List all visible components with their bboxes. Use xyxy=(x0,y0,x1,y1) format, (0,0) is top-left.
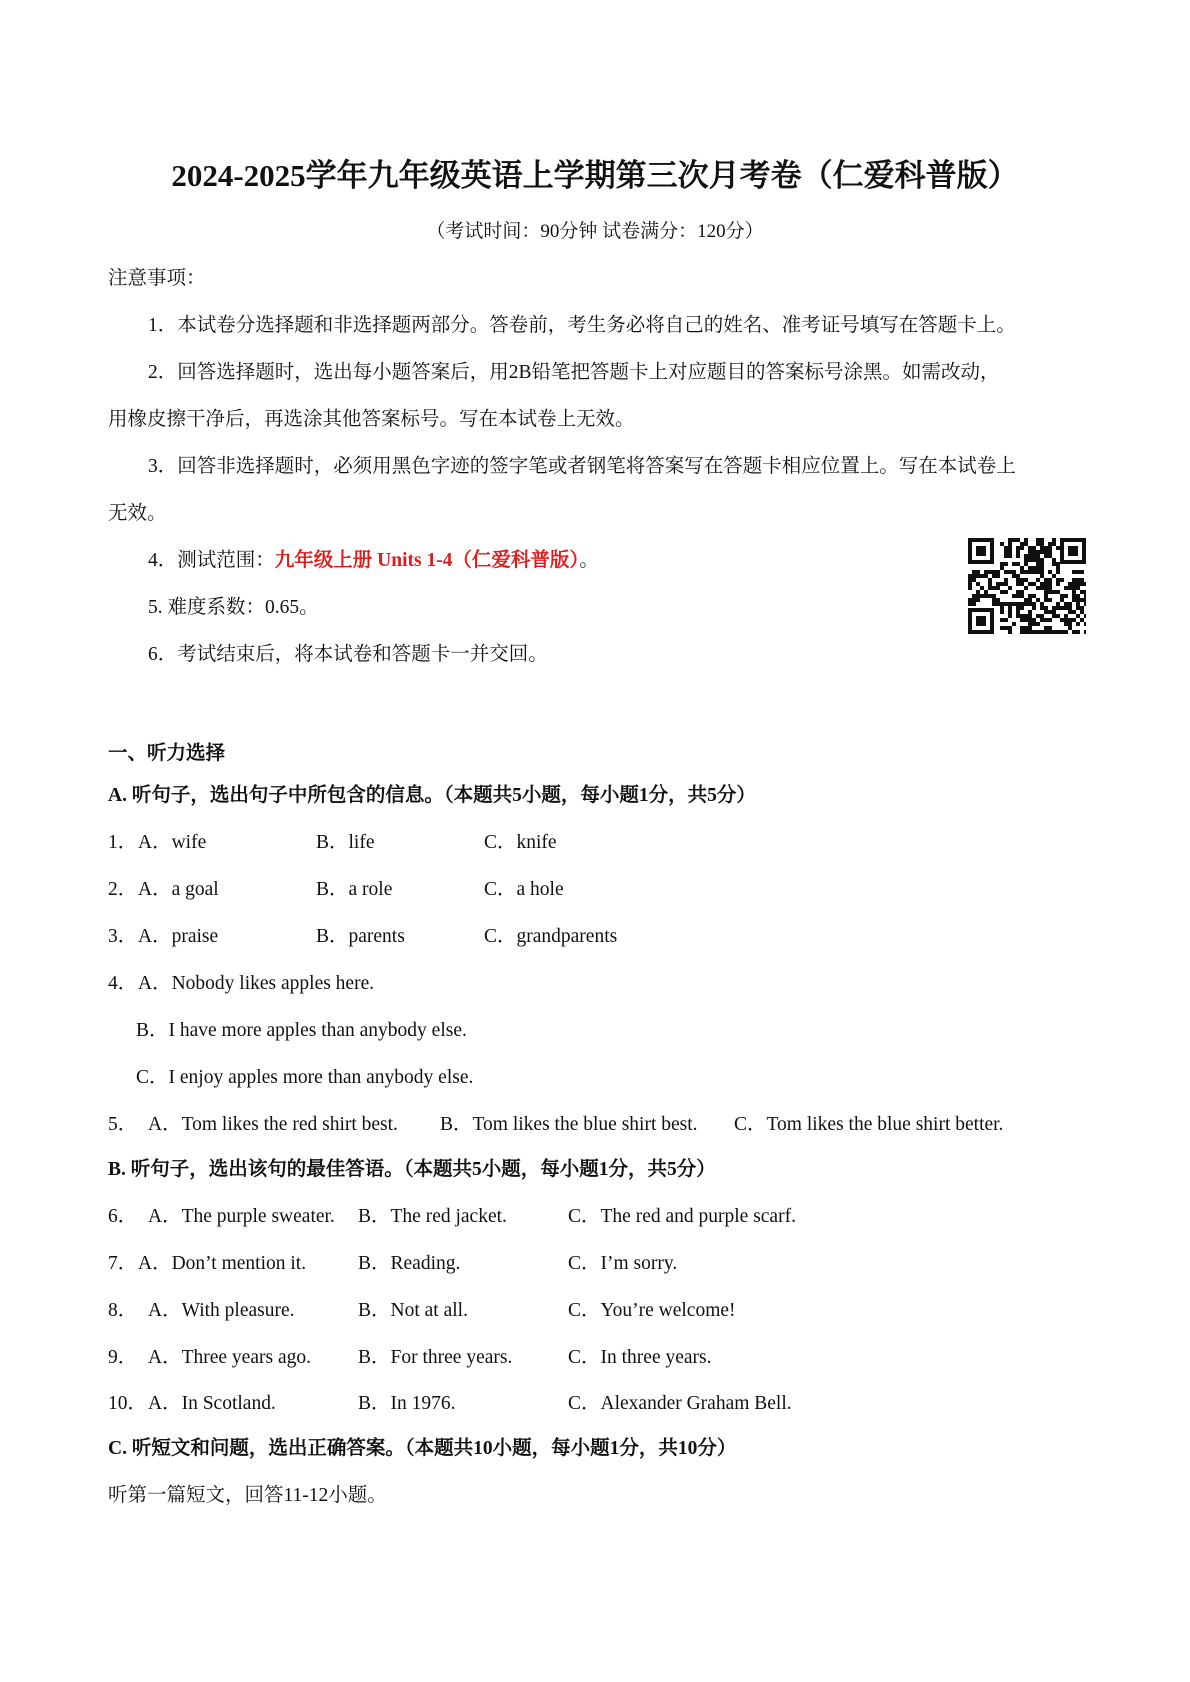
q4-number: 4． xyxy=(108,973,138,994)
q2-option-c: C．a hole xyxy=(484,879,564,900)
q1-option-b: B．life xyxy=(316,832,375,853)
q10-option-c: C．Alexander Graham Bell. xyxy=(568,1393,792,1414)
notice-item-1: 1．本试卷分选择题和非选择题两部分。答卷前，考生务必将自己的姓名、准考证号填写在答题卡上。 xyxy=(148,315,1016,336)
q4-option-b: B．I have more apples than anybody else. xyxy=(136,1020,467,1041)
q7-number: 7． xyxy=(108,1253,138,1274)
q9-option-a: A．Three years ago. xyxy=(148,1347,311,1368)
part-c-note: 听第一篇短文，回答11-12小题。 xyxy=(108,1485,387,1506)
q1-option-c: C．knife xyxy=(484,832,557,853)
q7-option-b: B．Reading. xyxy=(358,1253,461,1274)
q3-number: 3． xyxy=(108,926,138,947)
q9-option-c: C．In three years. xyxy=(568,1347,712,1368)
q7-option-c: C．I’m sorry. xyxy=(568,1253,678,1274)
q5-option-b: B．Tom likes the blue shirt best. xyxy=(440,1114,698,1135)
q10-option-b: B．In 1976. xyxy=(358,1393,456,1414)
q7-option-a: A．Don’t mention it. xyxy=(138,1253,307,1274)
q5-option-a: A．Tom likes the red shirt best. xyxy=(148,1114,398,1135)
q10-option-a: A．In Scotland. xyxy=(148,1393,276,1414)
part-a-heading: A. 听句子，选出句子中所包含的信息。（本题共5小题，每小题1分，共5分） xyxy=(108,785,756,806)
q1-number: 1． xyxy=(108,832,138,853)
q4-option-c: C．I enjoy apples more than anybody else. xyxy=(136,1067,474,1088)
q8-option-b: B．Not at all. xyxy=(358,1300,468,1321)
notice-item-6: 6．考试结束后，将本试卷和答题卡一并交回。 xyxy=(148,644,548,665)
section-1-heading: 一、听力选择 xyxy=(108,743,226,764)
q8-option-c: C．You’re welcome! xyxy=(568,1300,736,1321)
notice-item-4 xyxy=(148,544,599,572)
q3-option-a: A．praise xyxy=(138,926,219,947)
part-b-heading: B. 听句子，选出该句的最佳答语。（本题共5小题，每小题1分，共5分） xyxy=(108,1159,716,1180)
notice-item-3-cont: 无效。 xyxy=(108,503,167,524)
notice-item-4-prefix: 4．测试范围： xyxy=(148,550,275,571)
exam-info: （考试时间：90分钟 试卷满分：120分） xyxy=(426,221,764,242)
q6-option-c: C．The red and purple scarf. xyxy=(568,1206,796,1227)
q1-option-a: A．wife xyxy=(138,832,207,853)
notice-item-2-cont: 用橡皮擦干净后，再选涂其他答案标号。写在本试卷上无效。 xyxy=(108,409,635,430)
q9-number: 9． xyxy=(108,1347,138,1368)
q3-option-c: C．grandparents xyxy=(484,926,618,947)
qr-code xyxy=(968,538,1086,634)
q2-option-b: B．a role xyxy=(316,879,393,900)
test-range: 九年级上册 Units 1-4（仁爱科普版） xyxy=(274,550,580,571)
q2-option-a: A．a goal xyxy=(138,879,219,900)
q5-option-c: C．Tom likes the blue shirt better. xyxy=(734,1114,1004,1135)
q6-option-b: B．The red jacket. xyxy=(358,1206,507,1227)
q6-option-a: A．The purple sweater. xyxy=(148,1206,335,1227)
q5-number: 5． xyxy=(108,1114,138,1135)
q8-option-a: A．With pleasure. xyxy=(148,1300,295,1321)
q6-number: 6． xyxy=(108,1206,138,1227)
notice-heading: 注意事项： xyxy=(108,268,206,289)
part-c-heading: C. 听短文和问题，选出正确答案。（本题共10小题，每小题1分，共10分） xyxy=(108,1438,737,1459)
page-title: 2024-2025学年九年级英语上学期第三次月考卷（仁爱科普版） xyxy=(171,158,1019,193)
q4-option-a: A．Nobody likes apples here. xyxy=(138,973,375,994)
notice-item-5: 5. 难度系数：0.65。 xyxy=(148,597,319,618)
notice-item-2: 2．回答选择题时，选出每小题答案后，用2B铅笔把答题卡上对应题目的答案标号涂黑。如需改动， xyxy=(148,362,1000,383)
notice-item-4-suffix: 。 xyxy=(579,550,599,571)
q9-option-b: B．For three years. xyxy=(358,1347,513,1368)
q2-number: 2． xyxy=(108,879,138,900)
q8-number: 8． xyxy=(108,1300,138,1321)
notice-item-3: 3．回答非选择题时，必须用黑色字迹的签字笔或者钢笔将答案写在答题卡相应位置上。写在本试卷上 xyxy=(148,456,1016,477)
q10-number: 10． xyxy=(108,1393,148,1414)
q3-option-b: B．parents xyxy=(316,926,405,947)
